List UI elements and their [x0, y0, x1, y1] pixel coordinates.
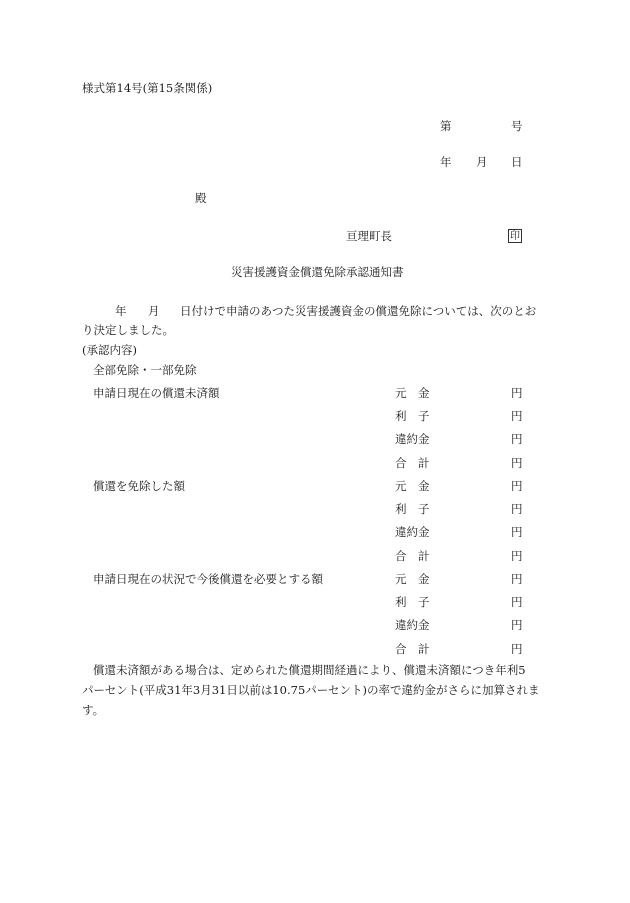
addressee-suffix: 殿 [195, 191, 207, 205]
intro-year: 年 [115, 304, 127, 318]
seal-mark: 印 [510, 231, 520, 242]
date-day: 日 [511, 155, 523, 169]
unit-yen: 円 [511, 595, 523, 609]
unit-yen: 円 [511, 456, 523, 470]
item-penalty: 違約金 [395, 432, 430, 446]
item-interest: 利 子 [395, 595, 430, 609]
unit-yen: 円 [511, 409, 523, 423]
unit-yen: 円 [511, 502, 523, 516]
section-label-exempted: 償還を免除した額 [93, 479, 185, 493]
unit-yen: 円 [511, 386, 523, 400]
item-interest: 利 子 [395, 502, 430, 516]
item-penalty: 違約金 [395, 618, 430, 632]
footnote-line1: 償還未済額がある場合は、定められた償還期間経過により、償還未済額につき年利5 [93, 663, 526, 677]
issuer-name: 亘理町長 [346, 229, 392, 243]
section-label-outstanding: 申請日現在の償還未済額 [93, 386, 220, 400]
date-year: 年 [440, 155, 452, 169]
section-label-remaining: 申請日現在の状況で今後償還を必要とする額 [93, 572, 323, 586]
form-number: 様式第14号(第15条関係) [82, 81, 213, 95]
intro-month: 月 [148, 304, 160, 318]
unit-yen: 円 [511, 618, 523, 632]
document-title: 災害援護資金償還免除承認通知書 [231, 265, 404, 279]
unit-yen: 円 [511, 572, 523, 586]
unit-yen: 円 [511, 432, 523, 446]
item-total: 合 計 [395, 642, 430, 656]
item-interest: 利 子 [395, 409, 430, 423]
exemption-type: 全部免除・一部免除 [93, 363, 197, 377]
date-month: 月 [476, 155, 488, 169]
footnote-line2: パーセント(平成31年3月31日以前は10.75パーセント)の率で違約金がさらに加算されま [82, 683, 540, 697]
intro-text-line2: り決定しました。 [82, 323, 174, 337]
footnote-line3: す。 [82, 703, 105, 717]
item-principal: 元 金 [395, 386, 430, 400]
document-number-prefix: 第 [440, 119, 452, 133]
unit-yen: 円 [511, 525, 523, 539]
item-total: 合 計 [395, 549, 430, 563]
unit-yen: 円 [511, 642, 523, 656]
item-principal: 元 金 [395, 572, 430, 586]
item-penalty: 違約金 [395, 525, 430, 539]
item-principal: 元 金 [395, 479, 430, 493]
unit-yen: 円 [511, 549, 523, 563]
unit-yen: 円 [511, 479, 523, 493]
item-total: 合 計 [395, 456, 430, 470]
document-number-suffix: 号 [511, 119, 523, 133]
content-heading: (承認内容) [82, 343, 137, 357]
intro-text-line1: 日付けで申請のあつた災害援護資金の償還免除については、次のとお [180, 304, 537, 318]
